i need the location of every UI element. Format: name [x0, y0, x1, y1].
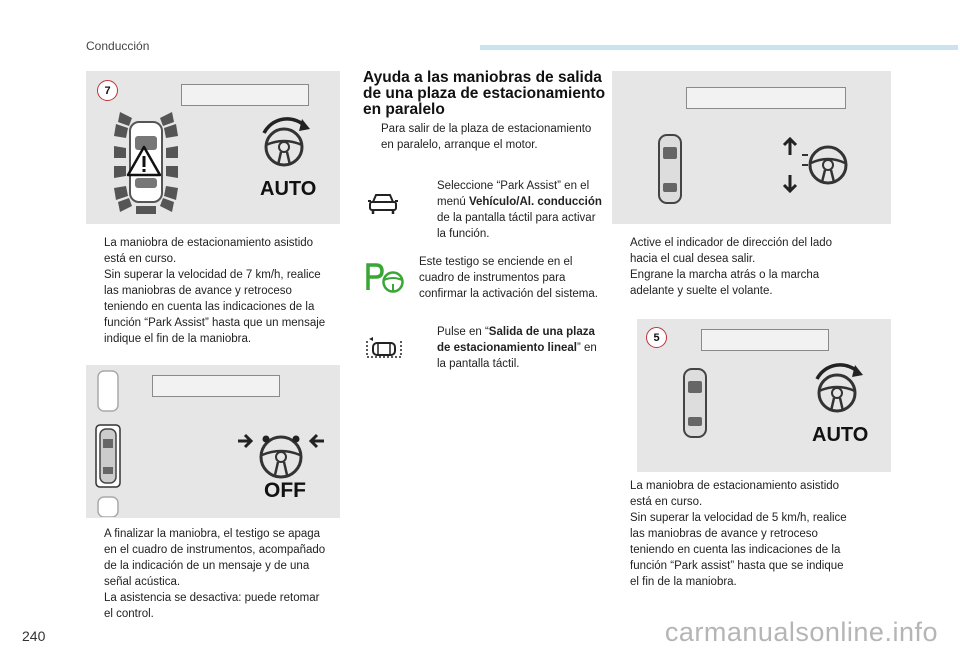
text-line: la función.	[437, 228, 490, 240]
steering-wheel-direction-icon	[782, 137, 852, 193]
display-placeholder	[181, 84, 309, 106]
text-line: en paralelo, arranque el motor.	[381, 139, 538, 151]
text-line: de la pantalla táctil para activar	[437, 212, 596, 224]
figure-park-assist-off	[86, 365, 340, 518]
section-title: Conducción	[86, 39, 150, 53]
off-label	[262, 477, 312, 501]
option-name: de estacionamiento lineal	[437, 342, 577, 354]
text-line: de la indicación de un mensaje y de una	[104, 560, 310, 572]
parallel-exit-icon	[364, 337, 404, 361]
parked-car-icon	[681, 367, 709, 439]
text-line	[437, 340, 597, 356]
text-line: La maniobra de estacionamiento asistido	[630, 480, 840, 492]
steering-wheel-off-icon	[236, 429, 326, 481]
figure-park-assist-active	[86, 71, 340, 224]
text-block-press-exit	[419, 324, 619, 372]
text-line: cuadro de instrumentos para	[419, 272, 566, 284]
auto-text: AUTO	[260, 178, 316, 198]
text-line: el fin de la maniobra.	[630, 576, 737, 588]
bullet-icon	[86, 235, 104, 347]
heading-line: Ayuda a las maniobras de salida	[363, 69, 602, 86]
steering-wheel-icon	[254, 115, 318, 175]
text-block-indicator	[419, 254, 619, 302]
text-fragment: ” en	[576, 342, 597, 354]
text-block-maneuver-in-progress-5	[612, 478, 892, 590]
page-number: 240	[22, 628, 46, 644]
text-line: A finalizar la maniobra, el testigo se apaga	[104, 528, 321, 540]
text-line: teniendo en cuenta las indicaciones de la	[104, 301, 315, 313]
bullet-icon	[419, 178, 437, 242]
figure-select-direction	[612, 71, 891, 224]
text-line: Active el indicador de dirección del lado	[630, 237, 833, 249]
auto-label	[810, 422, 868, 444]
display-placeholder	[701, 329, 829, 351]
bullet-icon	[419, 324, 437, 372]
bullet-icon	[612, 267, 630, 299]
text-line: adelante y suelte el volante.	[630, 285, 773, 297]
parked-cars-illustration	[92, 369, 124, 517]
watermark: carmanualsonline.info	[664, 617, 938, 647]
text-line: está en curso.	[104, 253, 177, 265]
menu-name: Vehículo/Al. conducción	[468, 196, 602, 208]
figure-park-assist-active-5	[637, 319, 891, 472]
text-line: La asistencia se desactiva: puede retomar	[104, 592, 320, 604]
option-name: Salida de una plaza	[488, 326, 595, 338]
text-fragment: Pulse en “	[437, 326, 489, 338]
text-line: hacia el cual desea salir.	[630, 253, 756, 265]
bullet-icon	[86, 526, 104, 622]
heading-line: de una plaza de estacionamiento	[363, 85, 606, 102]
text-line	[437, 194, 602, 210]
text-line: Seleccione “Park Assist” en el	[437, 180, 590, 192]
text-line: la pantalla táctil.	[437, 358, 520, 370]
warning-triangle-icon	[126, 145, 162, 177]
text-line: señal acústica.	[104, 576, 181, 588]
heading-line: en paralelo	[363, 101, 445, 118]
figure-number-badge: 5	[646, 327, 667, 348]
text-line	[437, 324, 597, 340]
bullet-icon	[612, 235, 630, 267]
text-line: está en curso.	[630, 496, 703, 508]
text-line: las maniobras de avance y retroceso	[104, 285, 292, 297]
text-line: Este testigo se enciende en el	[419, 256, 573, 268]
section-heading	[363, 70, 623, 118]
text-line: función “Park assist” hasta que se indique	[630, 560, 844, 572]
text-block-indicator-gear	[612, 235, 892, 299]
text-line: en el cuadro de instrumentos, acompañado	[104, 544, 326, 556]
text-line: La maniobra de estacionamiento asistido	[104, 237, 314, 249]
text-line: Sin superar la velocidad de 7 km/h, realice	[104, 269, 321, 281]
text-line: función “Park Assist” hasta que un mensaje	[104, 317, 326, 329]
display-placeholder	[152, 375, 280, 397]
steering-wheel-icon	[807, 361, 871, 421]
text-line: Para salir de la plaza de estacionamiento	[381, 123, 592, 135]
off-text: OFF	[264, 479, 306, 501]
auto-label	[258, 176, 316, 198]
display-placeholder	[686, 87, 846, 109]
park-assist-indicator-icon	[365, 262, 405, 294]
parked-car-icon	[656, 133, 684, 205]
text-line: las maniobras de avance y retroceso	[630, 528, 818, 540]
text-block-maneuver-in-progress	[86, 235, 346, 347]
text-line: teniendo en cuenta las indicaciones de la	[630, 544, 841, 556]
header-bar	[480, 45, 958, 50]
auto-text: AUTO	[812, 424, 868, 444]
car-front-icon	[367, 192, 399, 216]
text-line: Engrane la marcha atrás o la marcha	[630, 269, 820, 281]
text-fragment: menú	[437, 196, 469, 208]
bullet-icon	[612, 478, 630, 590]
figure-number-badge: 7	[97, 80, 118, 101]
text-block-select-park-assist	[419, 178, 619, 242]
bullet-icon	[363, 121, 381, 153]
text-block-maneuver-end	[86, 526, 346, 622]
text-line: el control.	[104, 608, 154, 620]
text-block-start-engine	[363, 121, 623, 153]
text-line: confirmar la activación del sistema.	[419, 288, 598, 300]
text-line: indique el fin de la maniobra.	[104, 333, 252, 345]
text-line: Sin superar la velocidad de 5 km/h, realice	[630, 512, 847, 524]
